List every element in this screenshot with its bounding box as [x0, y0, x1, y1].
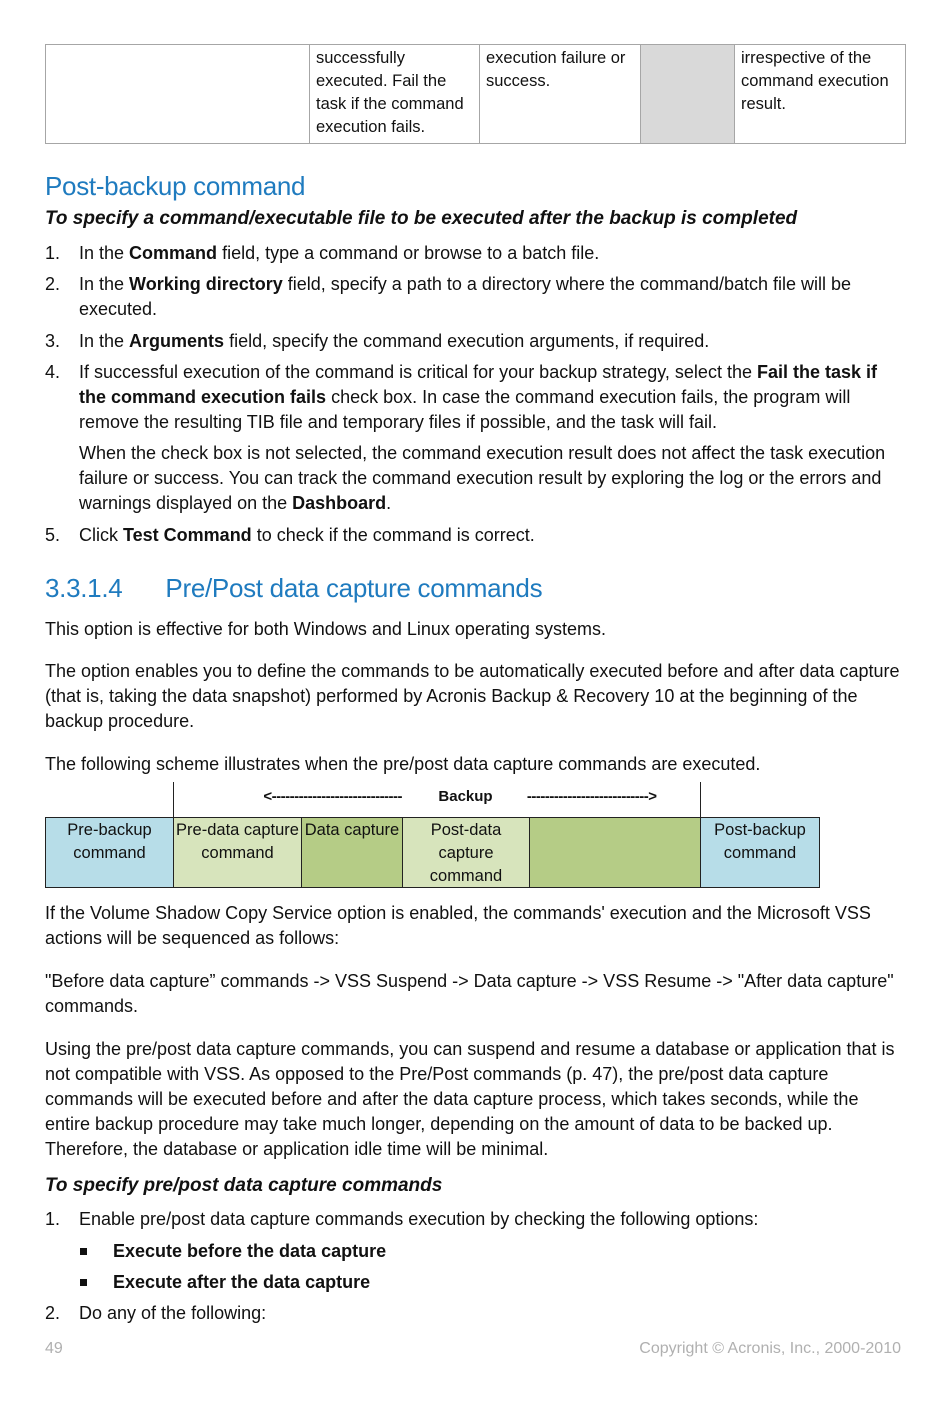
list-text: Enable pre/post data capture commands execution by checking the following options: [79, 1209, 759, 1229]
scheme-cell-post-data-capture: Post-data capture command [402, 817, 530, 888]
list-number: 2. [45, 1303, 61, 1323]
arrow-label: Backup [438, 788, 493, 805]
list-text: In the Arguments field, specify the command execution arguments, if required. [79, 331, 710, 351]
scheme-cell-data-capture: Data capture [301, 817, 403, 888]
paragraph: If the Volume Shadow Copy Service option is enabled, the commands' execution and the Microsoft VSS actions will be sequenced as follows: [45, 903, 871, 948]
page-number: 49 [45, 1340, 63, 1357]
backup-arrow [215, 788, 705, 805]
scheme-cell-post-backup: Post-backup command [700, 817, 820, 888]
list-text: If successful execution of the command is critical for your backup strategy, select the Fail the task if the command execution fails check box. In case the command execution fails, the program will remove the resulting TIB file and temporary files if possible, and the task will fail. [79, 362, 878, 432]
scheme-cell-pre-data-capture: Pre-data capture command [173, 817, 302, 888]
table-cell: execution failure or success. [480, 45, 641, 144]
continuation-table [45, 44, 906, 144]
bullet-square-icon [80, 1248, 87, 1255]
table-cell [46, 45, 310, 144]
scheme-cell-backup-rest [529, 817, 701, 888]
paragraph: Using the pre/post data capture commands, you can suspend and resume a database or application that is not compatible with VSS. As opposed to the Pre/Post commands (p. 47), the pre/post data capture commands will be executed before and after the data capture process, which takes seconds, while the entire backup procedure may take much longer, depending on the amount of data to be backed up. Therefore, the database or application idle time will be minimal. [45, 1039, 895, 1159]
section-heading [45, 573, 542, 604]
list-number: 4. [45, 362, 61, 382]
section-subheading: To specify pre/post data capture commands [45, 1175, 443, 1196]
arrow-left: <----------------------------- [263, 788, 403, 805]
bullet-text: Execute after the data capture [113, 1272, 371, 1292]
backup-scheme-diagram [45, 782, 820, 889]
paragraph: "Before data capture” commands -> VSS Suspend -> Data capture -> VSS Resume -> "After data capture" commands. [45, 971, 894, 1016]
bullet-square-icon [80, 1279, 87, 1286]
scheme-cell-pre-backup: Pre-backup command [45, 817, 174, 888]
section-title: Pre/Post data capture commands [165, 573, 543, 603]
bullet-text: Execute before the data capture [113, 1241, 387, 1261]
table-cell: successfully executed. Fail the task if the command execution fails. [310, 45, 480, 144]
paragraph: The option enables you to define the commands to be automatically executed before and after data capture (that is, taking the data snapshot) performed by Acronis Backup & Recovery 10 at the beginning of the backup procedure. [45, 661, 900, 731]
paragraph: This option is effective for both Windows and Linux operating systems. [45, 619, 606, 639]
list-text: Click Test Command to check if the command is correct. [79, 525, 535, 545]
table-row [46, 45, 906, 144]
list-number: 2. [45, 274, 61, 294]
list-text: In the Command field, type a command or browse to a batch file. [79, 243, 600, 263]
table-cell-grey [641, 45, 735, 144]
table-cell: irrespective of the command execution result. [735, 45, 906, 144]
section-number: 3.3.1.4 [45, 573, 123, 603]
list-number: 3. [45, 331, 61, 351]
list-number: 1. [45, 243, 61, 263]
scheme-divider [173, 782, 174, 817]
arrow-right: ---------------------------> [526, 788, 657, 805]
copyright: Copyright © Acronis, Inc., 2000-2010 [639, 1340, 901, 1357]
list-text: Do any of the following: [79, 1303, 267, 1323]
post-backup-heading: Post-backup command [45, 171, 306, 201]
post-backup-subheading: To specify a command/executable file to be executed after the backup is completed [45, 208, 798, 229]
list-number: 5. [45, 525, 61, 545]
list-text: In the Working directory field, specify a path to a directory where the command/batch file will be executed. [79, 274, 852, 319]
list-number: 1. [45, 1209, 61, 1229]
paragraph: The following scheme illustrates when the pre/post data capture commands are executed. [45, 754, 761, 774]
list-text: When the check box is not selected, the command execution result does not affect the task execution failure or success. You can track the command execution result by exploring the log or the errors and warnings displayed on the Dashboard. [79, 443, 886, 513]
